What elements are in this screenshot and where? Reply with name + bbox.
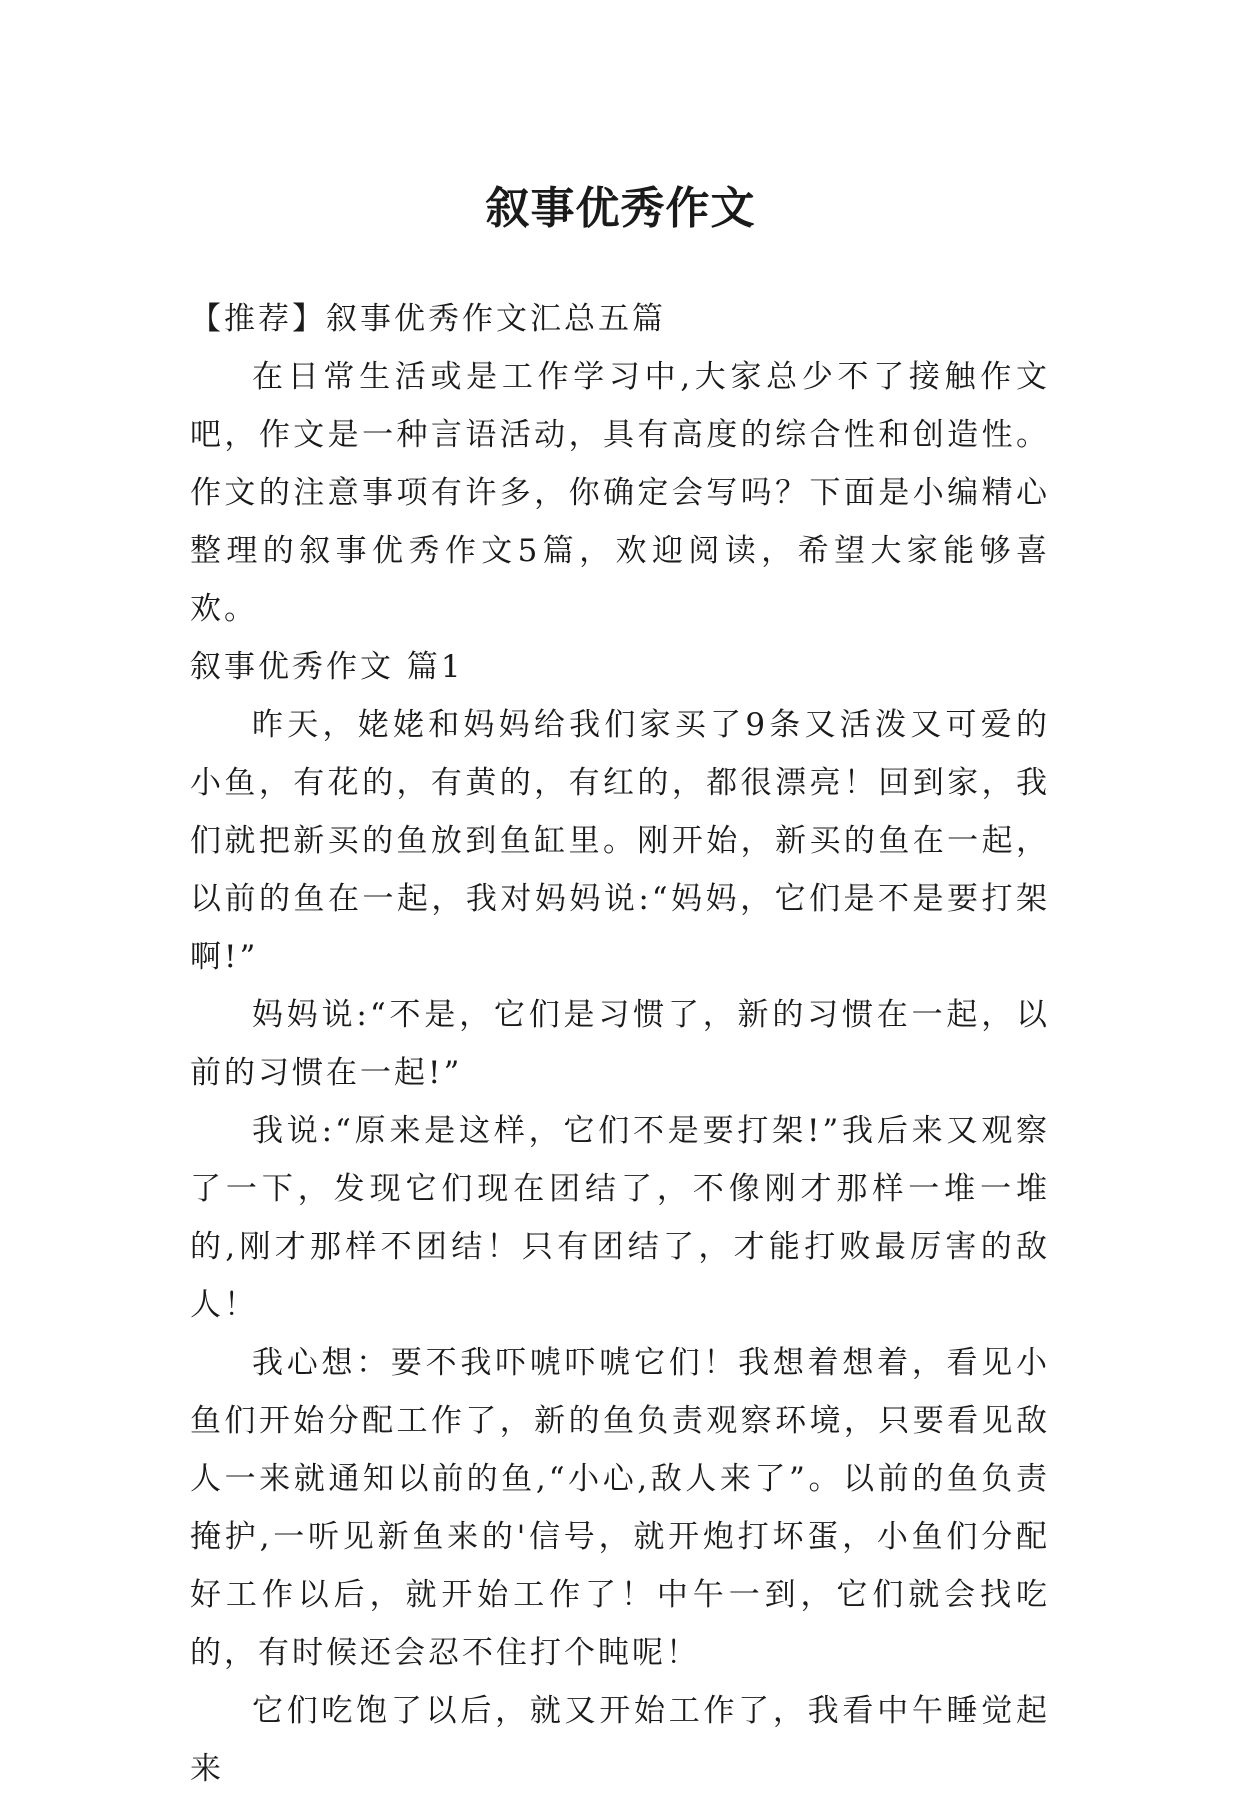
body-paragraph: 昨天，姥姥和妈妈给我们家买了9条又活泼又可爱的小鱼，有花的，有黄的，有红的，都很漂亮！回到家，我们就把新买的鱼放到鱼缸里。刚开始，新买的鱼在一起，以前的鱼在一起，我对妈妈说:“妈妈，它们是不是要打架啊!” xyxy=(190,707,1050,975)
intro-heading: 【推荐】叙事优秀作文汇总五篇 xyxy=(190,301,666,337)
section-heading: 叙事优秀作文 篇1 xyxy=(190,649,464,685)
intro-paragraph: 在日常生活或是工作学习中,大家总少不了接触作文吧，作文是一种言语活动，具有高度的综合性和创造性。作文的注意事项有许多，你确定会写吗？下面是小编精心整理的叙事优秀作文5篇，欢迎阅读，希望大家能够喜欢。 xyxy=(190,359,1050,627)
body-paragraph: 我说:“原来是这样，它们不是要打架!”我后来又观察了一下，发现它们现在团结了，不像刚才那样一堆一堆的,刚才那样不团结！只有团结了，才能打败最厉害的敌人！ xyxy=(190,1113,1050,1323)
document-body xyxy=(190,290,1050,1798)
body-paragraph: 妈妈说:“不是，它们是习惯了，新的习惯在一起，以前的习惯在一起!” xyxy=(190,997,1050,1091)
body-paragraph: 它们吃饱了以后，就又开始工作了，我看中午睡觉起来 xyxy=(190,1693,1050,1787)
body-paragraph: 我心想：要不我吓唬吓唬它们！我想着想着，看见小鱼们开始分配工作了，新的鱼负责观察环境，只要看见敌人一来就通知以前的鱼,“小心,敌人来了”。以前的鱼负责掩护,一听见新鱼来的'信号，就开炮打坏蛋，小鱼们分配好工作以后，就开始工作了！中午一到，它们就会找吃的，有时候还会忍不住打个盹呢！ xyxy=(190,1345,1050,1671)
document-title: 叙事优秀作文 xyxy=(485,183,756,235)
